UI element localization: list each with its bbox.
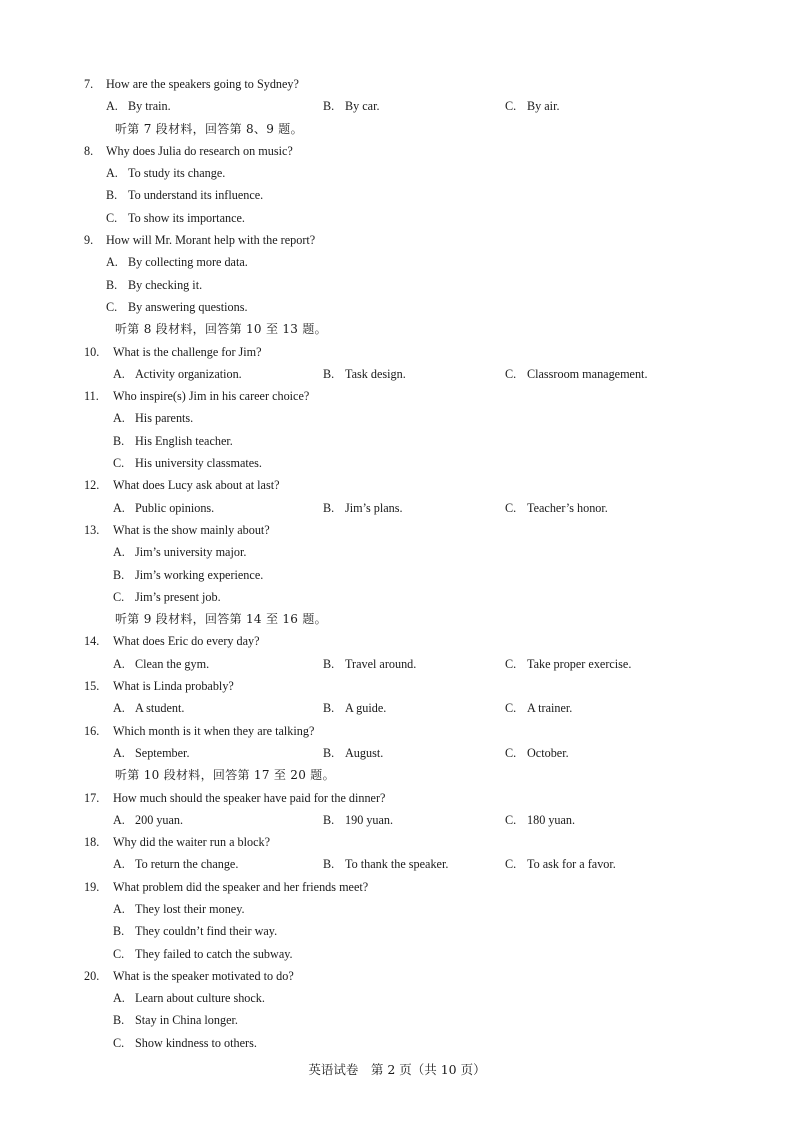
option-a: A. Activity organization. xyxy=(113,366,242,381)
option-c: C. His university classmates. xyxy=(113,456,262,471)
option-a: A. September. xyxy=(113,745,190,760)
option-b: B. Task design. xyxy=(323,366,406,381)
question-number: 14. xyxy=(84,634,100,649)
question-number: 18. xyxy=(84,835,100,850)
option-c: C. Classroom management. xyxy=(505,366,648,381)
question-19 xyxy=(0,876,794,898)
option-a: A. By train. xyxy=(106,99,171,114)
options-row xyxy=(0,697,794,719)
options-row xyxy=(0,742,794,764)
option-c: C. October. xyxy=(505,745,569,760)
option-c: C. To show its importance. xyxy=(106,210,245,225)
section-instruction: 听第 8 段材料，回答第 10 至 13 题。 xyxy=(115,322,327,337)
option-a: A. Public opinions. xyxy=(113,500,215,515)
question-number: 13. xyxy=(84,522,100,537)
options-row xyxy=(0,363,794,385)
question-text: What is the speaker motivated to do? xyxy=(113,968,294,983)
question-number: 17. xyxy=(84,790,100,805)
question-text: Which month is it when they are talking? xyxy=(113,723,315,738)
options-row xyxy=(0,809,794,831)
option-a: A. 200 yuan. xyxy=(113,812,184,827)
question-text: What does Eric do every day? xyxy=(113,634,260,649)
option-b: B. By car. xyxy=(323,99,380,114)
option-b: B. Stay in China longer. xyxy=(113,1013,238,1028)
options-row xyxy=(0,497,794,519)
question-text: What does Lucy ask about at last? xyxy=(113,478,280,493)
question-16 xyxy=(0,720,794,742)
option-b: B. 190 yuan. xyxy=(323,812,394,827)
options-row xyxy=(0,95,794,117)
option-c: C. By answering questions. xyxy=(106,299,248,314)
question-text: Why does Julia do research on music? xyxy=(106,143,293,158)
options-row xyxy=(0,853,794,875)
option-c: C. Take proper exercise. xyxy=(505,656,632,671)
option-a: A. They lost their money. xyxy=(113,901,245,916)
option-b: B. A guide. xyxy=(323,701,387,716)
option-b: B. Travel around. xyxy=(323,656,417,671)
question-9 xyxy=(0,229,794,251)
question-text: What problem did the speaker and her friends meet? xyxy=(113,879,369,894)
option-b: B. Jim’s plans. xyxy=(323,500,403,515)
option-b: B. His English teacher. xyxy=(113,433,233,448)
question-text: Why did the waiter run a block? xyxy=(113,835,271,850)
question-text: What is Linda probably? xyxy=(113,679,234,694)
exam-page xyxy=(0,73,794,1054)
question-text: What is the challenge for Jim? xyxy=(113,344,262,359)
question-7 xyxy=(0,73,794,95)
option-b: B. To thank the speaker. xyxy=(323,857,449,872)
option-a: A. Clean the gym. xyxy=(113,656,210,671)
question-11 xyxy=(0,385,794,407)
option-a: A. Learn about culture shock. xyxy=(113,991,265,1006)
question-number: 15. xyxy=(84,679,100,694)
option-b: B. August. xyxy=(323,745,384,760)
question-number: 12. xyxy=(84,478,100,493)
option-c: C. By air. xyxy=(505,99,560,114)
question-17 xyxy=(0,787,794,809)
option-a: A. His parents. xyxy=(113,411,194,426)
question-12 xyxy=(0,474,794,496)
option-a: A. To study its change. xyxy=(106,166,226,181)
option-b: B. To understand its influence. xyxy=(106,188,264,203)
option-c: C. A trainer. xyxy=(505,701,573,716)
option-a: A. To return the change. xyxy=(113,857,239,872)
option-a: A. By collecting more data. xyxy=(106,255,248,270)
option-c: C. They failed to catch the subway. xyxy=(113,946,293,961)
option-c: C. To ask for a favor. xyxy=(505,857,616,872)
question-number: 8. xyxy=(84,143,94,158)
question-number: 16. xyxy=(84,723,100,738)
question-18 xyxy=(0,831,794,853)
question-text: How are the speakers going to Sydney? xyxy=(106,77,299,91)
option-c: C. Jim’s present job. xyxy=(113,589,221,604)
question-8 xyxy=(0,140,794,162)
option-b: B. Jim’s working experience. xyxy=(113,567,264,582)
option-b: B. They couldn’t find their way. xyxy=(113,924,278,939)
option-a: A. A student. xyxy=(113,701,185,716)
page-footer: 英语试卷 第 2 页（共 10 页） xyxy=(308,1062,486,1077)
question-number: 7. xyxy=(84,77,94,91)
question-20 xyxy=(0,965,794,987)
question-text: How will Mr. Morant help with the report? xyxy=(106,233,316,248)
question-15 xyxy=(0,675,794,697)
question-number: 19. xyxy=(84,879,100,894)
question-text: Who inspire(s) Jim in his career choice? xyxy=(113,389,310,404)
section-instruction: 听第 9 段材料，回答第 14 至 16 题。 xyxy=(115,612,327,627)
option-b: B. By checking it. xyxy=(106,277,203,292)
option-c: C. Show kindness to others. xyxy=(113,1035,257,1050)
question-14 xyxy=(0,630,794,652)
question-number: 11. xyxy=(84,389,99,404)
option-a: A. Jim’s university major. xyxy=(113,545,247,560)
question-text: What is the show mainly about? xyxy=(113,522,270,537)
question-10 xyxy=(0,341,794,363)
question-number: 10. xyxy=(84,344,100,359)
question-number: 20. xyxy=(84,968,100,983)
section-instruction: 听第 7 段材料，回答第 8、9 题。 xyxy=(115,121,303,136)
option-c: C. 180 yuan. xyxy=(505,812,576,827)
section-instruction: 听第 10 段材料，回答第 17 至 20 题。 xyxy=(115,768,335,783)
question-number: 9. xyxy=(84,233,94,248)
options-row xyxy=(0,653,794,675)
option-c: C. Teacher’s honor. xyxy=(505,500,608,515)
question-13 xyxy=(0,519,794,541)
question-text: How much should the speaker have paid for the dinner? xyxy=(113,790,386,805)
